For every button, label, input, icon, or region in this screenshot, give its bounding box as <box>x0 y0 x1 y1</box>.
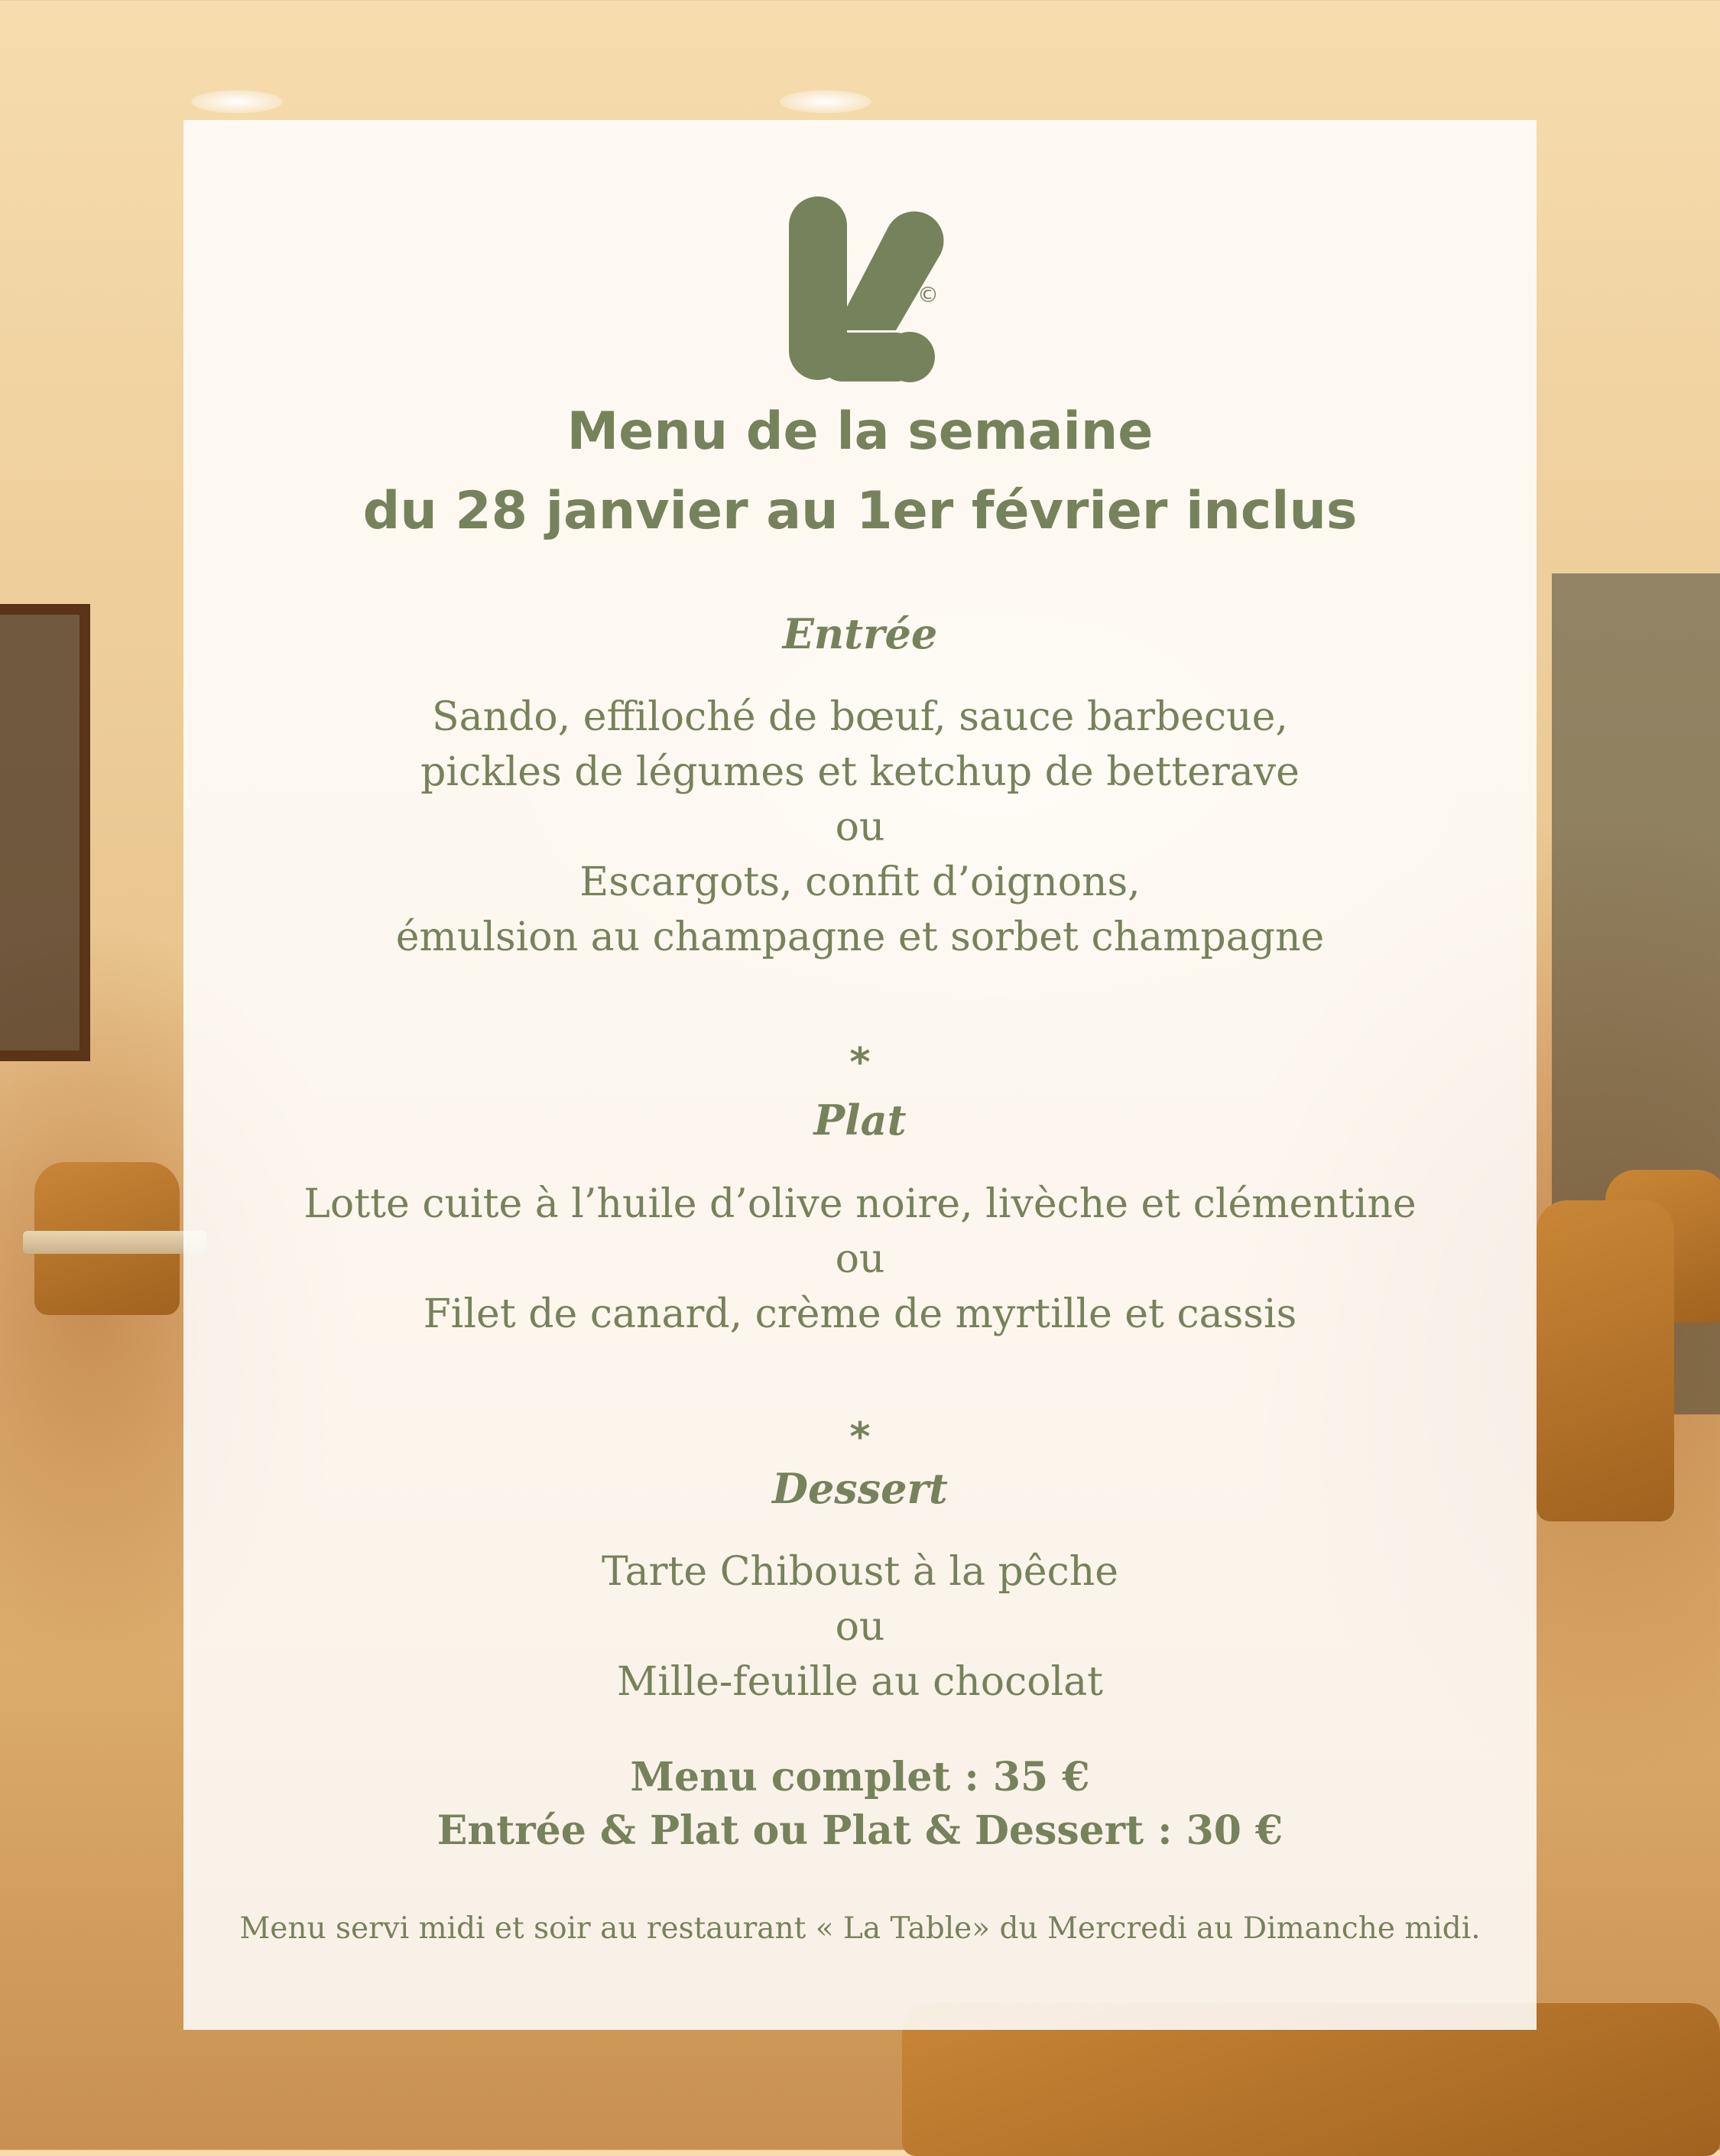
section-title-dessert: Dessert <box>772 1464 948 1513</box>
dish-line: Tarte Chiboust à la pêche <box>602 1549 1118 1595</box>
or-separator: ou <box>835 804 885 850</box>
ceiling-light <box>780 90 871 113</box>
price-full-menu: Menu complet : 35 € <box>630 1754 1090 1800</box>
window <box>0 604 90 1061</box>
price-two-courses: Entrée & Plat ou Plat & Dessert : 30 € <box>436 1807 1284 1854</box>
dish-line: Mille-feuille au chocolat <box>616 1659 1104 1705</box>
or-separator: ou <box>835 1604 885 1650</box>
chair <box>1537 1200 1674 1521</box>
menu-title: Menu de la semaine <box>566 401 1154 462</box>
star-separator: * <box>849 1414 871 1460</box>
section-title-plat: Plat <box>813 1096 907 1145</box>
dish-line: Lotte cuite à l’huile d’olive noire, livèche et clémentine <box>303 1181 1417 1227</box>
service-note: Menu servi midi et soir au restaurant « La Table» du Mercredi au Dimanche midi. <box>239 1911 1481 1946</box>
dish-line: Escargots, confit d’oignons, <box>579 859 1141 905</box>
or-separator: ou <box>835 1236 885 1282</box>
star-separator: * <box>849 1040 871 1086</box>
menu-dates: du 28 janvier au 1er février inclus <box>362 481 1358 541</box>
dish-line: émulsion au champagne et sorbet champagne <box>395 914 1325 960</box>
dish-line: Sando, effiloché de bœuf, sauce barbecue, <box>432 694 1288 740</box>
dish-line: Filet de canard, crème de myrtille et cassis <box>423 1291 1297 1337</box>
copyright-symbol: © <box>917 282 939 307</box>
menu-card <box>183 120 1537 2030</box>
ceiling-light <box>191 90 283 113</box>
section-title-entree: Entrée <box>782 609 938 658</box>
dish-line: pickles de légumes et ketchup de betterave <box>420 749 1300 795</box>
table <box>23 1231 206 1254</box>
